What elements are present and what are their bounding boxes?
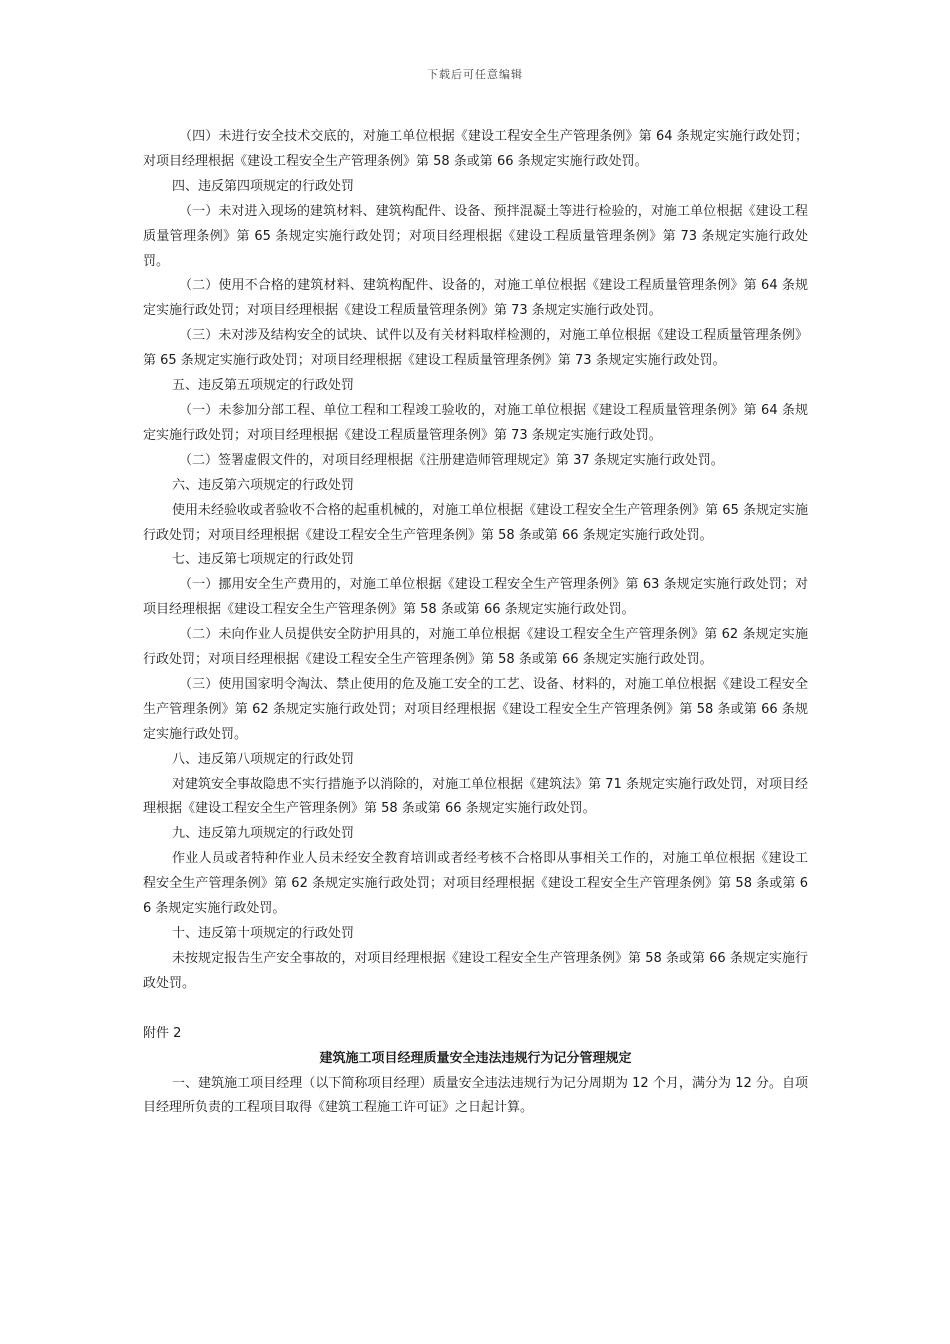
paragraph: （三）使用国家明令淘汰、禁止使用的危及施工安全的工艺、设备、材料的，对施工单位根据《建设工程安全生产管理条例》第 62 条规定实施行政处罚；对项目经理根据《建设工程安全生产管理条例》第 58 条或第 66 条规定实施行政处罚。 [143,676,808,742]
document-body [143,125,808,1121]
attachment-label: 附件 2 [143,1025,182,1041]
section-heading: 八、违反第八项规定的行政处罚 [172,751,355,767]
paragraph: （二）未向作业人员提供安全防护用具的，对施工单位根据《建设工程安全生产管理条例》第 62 条规定实施行政处罚；对项目经理根据《建设工程安全生产管理条例》第 58 条或第 66 条规定实施行政处罚。 [143,627,808,668]
section-heading: 九、违反第九项规定的行政处罚 [172,826,355,842]
paragraph: （一）挪用安全生产费用的，对施工单位根据《建设工程安全生产管理条例》第 63 条规定实施行政处罚；对项目经理根据《建设工程安全生产管理条例》第 58 条或第 66 条规定实施行政处罚。 [143,577,808,618]
paragraph: 对建筑安全事故隐患不实行措施予以消除的，对施工单位根据《建筑法》第 71 条规定实施行政处罚，对项目经理根据《建设工程安全生产管理条例》第 58 条或第 66 条规定实施行政处罚。 [143,776,808,817]
paragraph: 使用未经验收或者验收不合格的起重机械的，对施工单位根据《建设工程安全生产管理条例》第 65 条规定实施行政处罚；对项目经理根据《建设工程安全生产管理条例》第 58 条或第 66 条规定实施行政处罚。 [143,502,808,543]
section-heading: 五、违反第五项规定的行政处罚 [172,378,355,394]
paragraph: （四）未进行安全技术交底的，对施工单位根据《建设工程安全生产管理条例》第 64 条规定实施行政处罚；对项目经理根据《建设工程安全生产管理条例》第 58 条或第 66 条规定实施行政处罚。 [143,129,808,169]
paragraph: 一、建筑施工项目经理（以下简称项目经理）质量安全违法违规行为记分周期为 12 个月，满分为 12 分。自项目经理所负责的工程项目取得《建筑工程施工许可证》之日起计算。 [143,1075,808,1116]
page-header: 下载后可任意编辑 [427,68,523,81]
paragraph: （二）签署虚假文件的，对项目经理根据《注册建造师管理规定》第 37 条规定实施行政处罚。 [179,452,724,468]
paragraph: （二）使用不合格的建筑材料、建筑构配件、设备的，对施工单位根据《建设工程质量管理条例》第 64 条规定实施行政处罚；对项目经理根据《建设工程质量管理条例》第 73 条规定实施行政处罚。 [143,278,808,319]
attachment-title: 建筑施工项目经理质量安全违法违规行为记分管理规定 [319,1050,632,1066]
paragraph: （一）未参加分部工程、单位工程和工程竣工验收的，对施工单位根据《建设工程质量管理条例》第 64 条规定实施行政处罚；对项目经理根据《建设工程质量管理条例》第 73 条规定实施行政处罚。 [143,402,808,443]
section-heading: 七、违反第七项规定的行政处罚 [172,552,355,568]
paragraph: （一）未对进入现场的建筑材料、建筑构配件、设备、预拌混凝土等进行检验的，对施工单位根据《建设工程质量管理条例》第 65 条规定实施行政处罚；对项目经理根据《建设工程质量管理条例》第 73 条规定实施行政处罚。 [143,203,808,269]
spacer [143,997,808,1022]
paragraph: 作业人员或者特种作业人员未经安全教育培训或者经考核不合格即从事相关工作的，对施工单位根据《建设工程安全生产管理条例》第 62 条规定实施行政处罚；对项目经理根据《建设工程安全生产管理条例》第 58 条或第 66 条规定实施行政处罚。 [143,851,808,917]
section-heading: 六、违反第六项规定的行政处罚 [172,477,355,493]
section-heading: 十、违反第十项规定的行政处罚 [172,926,355,941]
paragraph: （三）未对涉及结构安全的试块、试件以及有关材料取样检测的，对施工单位根据《建设工程质量管理条例》第 65 条规定实施行政处罚；对项目经理根据《建设工程质量管理条例》第 73 条规定实施行政处罚。 [143,328,808,369]
section-heading: 四、违反第四项规定的行政处罚 [172,178,355,194]
paragraph: 未按规定报告生产安全事故的，对项目经理根据《建设工程安全生产管理条例》第 58 条或第 66 条规定实施行政处罚。 [143,950,808,991]
